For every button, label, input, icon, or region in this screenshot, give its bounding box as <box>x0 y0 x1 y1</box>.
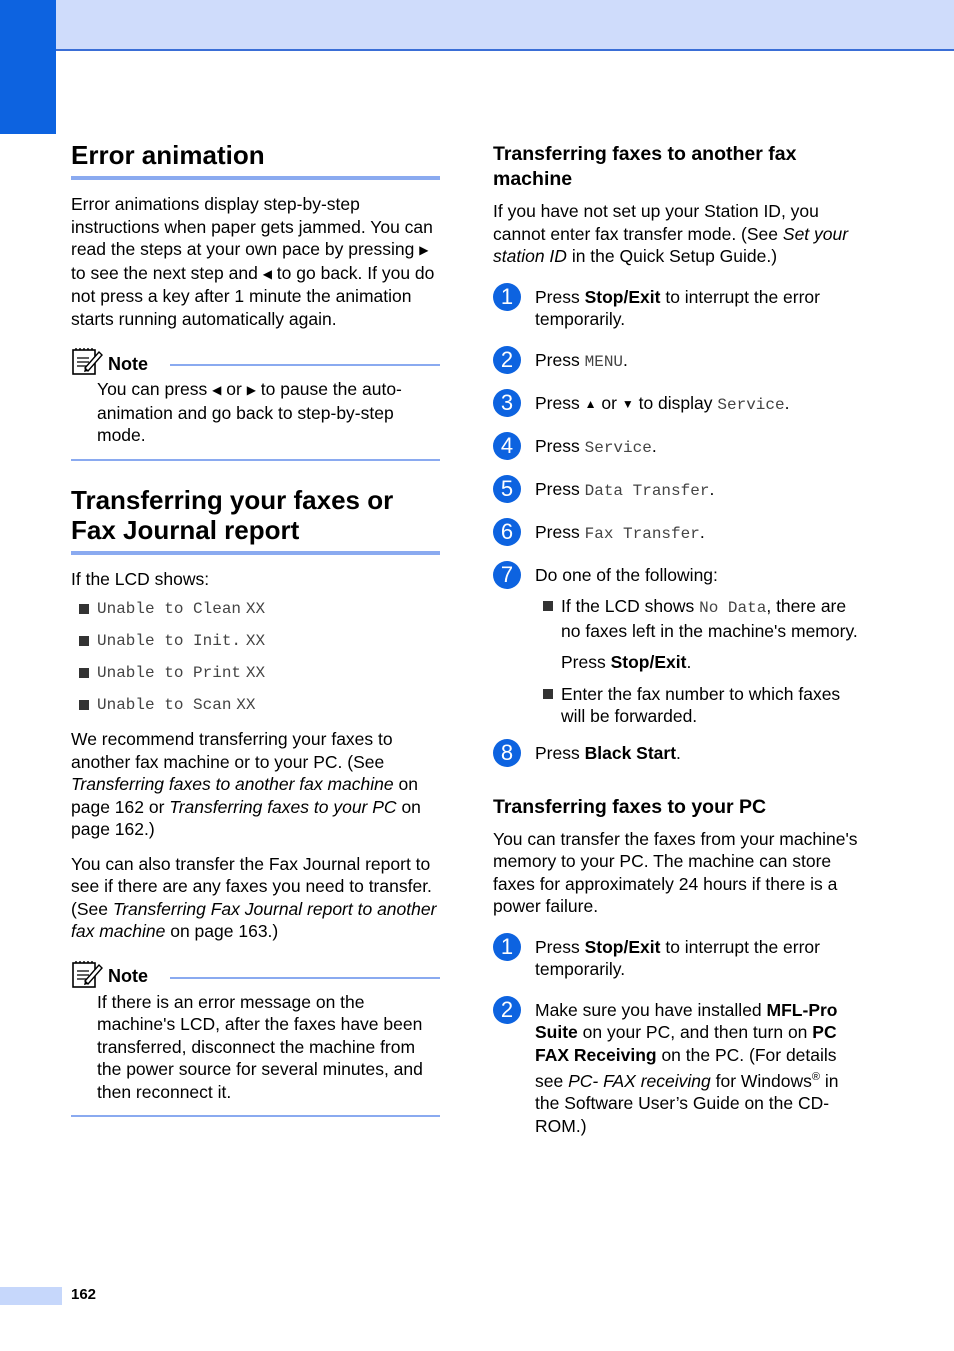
bullet-icon <box>543 689 553 699</box>
step-number-icon: 2 <box>493 346 521 374</box>
step-item: 7 Do one of the following: If the LCD shows No Data, there are no faxes left in the machine's memory. Press Stop/Exit. Enter the fax number to which faxes will be forwarded. <box>493 564 865 728</box>
page-number-bar <box>0 1287 62 1305</box>
fax-steps <box>493 283 865 767</box>
list-item: Unable to Clean XX <box>79 598 440 630</box>
step-number-icon: 5 <box>493 475 521 503</box>
link-pc-fax-receiving[interactable]: PC- FAX receiving <box>568 1070 711 1091</box>
heading-transfer-pc: Transferring faxes to your PC <box>493 795 767 818</box>
bullet-icon <box>79 700 89 710</box>
down-arrow-icon: ▼ <box>621 396 634 411</box>
error-paragraph: Error animations display step-by-step instructions when paper gets jammed. You can read the steps at your own pace by pressing ▶ to see the next step and ◀ to go back. If you do not press a key after 1 minute the animation starts running automatically again. <box>71 194 435 329</box>
pc-intro: You can transfer the faxes from your machine's memory to your PC. The machine can store faxes for approximately 24 hours if there is a power failure. <box>493 828 858 916</box>
step-number-icon: 7 <box>493 561 521 589</box>
note-text: You can press ◀ or ▶ to pause the auto-animation and go back to step-by-step mode. <box>97 379 402 445</box>
link-transfer-fax[interactable]: Transferring faxes to another fax machine <box>71 774 394 794</box>
step-number-icon: 1 <box>493 933 521 961</box>
lcd-intro: If the LCD shows: <box>71 568 210 589</box>
note-box <box>71 346 440 461</box>
fax-intro: If you have not set up your Station ID, you cannot enter fax transfer mode. (See Set your station ID in the Quick Setup Guide.) <box>493 201 849 266</box>
step-item: 2 Make sure you have installed MFL-Pro Suite on your PC, and then turn on PC FAX Receiving on the PC. (For details see PC- FAX receiving for Windows® in the Software User’s Guide on the CD-ROM.) <box>493 999 865 1138</box>
note-rule <box>170 364 440 366</box>
step-item: 2 Press MENU. <box>493 349 865 374</box>
recommend-paragraph: We recommend transferring your faxes to another fax machine or to your PC. (See Transferring faxes to another fax machine on page 162 or Transferring faxes to your PC on page 162.) <box>71 729 421 839</box>
note-label: Note <box>108 966 148 987</box>
step-item: 8 Press Black Start. <box>493 742 865 767</box>
step-number-icon: 2 <box>493 996 521 1024</box>
step-item: 3 Press ▲ or ▼ to display Service. <box>493 392 865 417</box>
header-band <box>0 0 954 51</box>
link-transfer-pc[interactable]: Transferring faxes to your PC <box>169 796 397 817</box>
step-item: 4 Press Service. <box>493 435 865 460</box>
list-item: Unable to Print XX <box>79 662 440 694</box>
list-item: If the LCD shows No Data, there are no faxes left in the machine's memory. <box>543 595 865 642</box>
step-item: 6 Press Fax Transfer. <box>493 521 865 546</box>
journal-paragraph: You can also transfer the Fax Journal report to see if there are any faxes you need to transfer. (See Transferring Fax Journal report to another fax machine on page 163.) <box>71 853 437 941</box>
list-item: Unable to Scan XX <box>79 694 440 722</box>
page-number: 162 <box>71 1286 97 1303</box>
step-item: 1 Press Stop/Exit to interrupt the error temporarily. <box>493 936 865 981</box>
link-transfer-journal[interactable]: Transferring Fax Journal report to another fax machine <box>71 898 437 941</box>
pc-steps <box>493 933 865 1138</box>
heading-transfer-fax: Transferring faxes to another fax machine <box>493 143 797 190</box>
right-column <box>493 142 865 1137</box>
note-rule <box>170 977 440 979</box>
note-text: If there is an error message on the machine's LCD, after the faxes have been transferred, disconnect the machine from the power source for several minutes, and then reconnect it. <box>97 991 423 1102</box>
list-item: Enter the fax number to which faxes will be forwarded. <box>543 683 865 728</box>
lcd-message-list <box>79 598 440 722</box>
heading-error-animation: Error animation <box>71 140 440 180</box>
step-number-icon: 8 <box>493 739 521 767</box>
step-number-icon: 6 <box>493 518 521 546</box>
note-icon <box>71 346 103 376</box>
bullet-icon <box>543 601 553 611</box>
up-arrow-icon: ▲ <box>584 396 597 411</box>
note-label: Note <box>108 353 148 374</box>
step-number-icon: 3 <box>493 389 521 417</box>
left-arrow-icon: ◀ <box>212 383 222 397</box>
step-item: 5 Press Data Transfer. <box>493 478 865 503</box>
list-item: Unable to Init. XX <box>79 630 440 662</box>
note-icon <box>71 959 103 989</box>
right-arrow-icon: ▶ <box>246 383 256 397</box>
bullet-icon <box>79 668 89 678</box>
left-arrow-icon: ◀ <box>262 266 272 281</box>
step-number-icon: 1 <box>493 283 521 311</box>
right-arrow-icon: ▶ <box>419 243 429 257</box>
step-item: 1 Press Stop/Exit to interrupt the error temporarily. <box>493 286 865 331</box>
note-box <box>71 959 440 1118</box>
bullet-icon <box>79 604 89 614</box>
bullet-icon <box>79 636 89 646</box>
step-number-icon: 4 <box>493 432 521 460</box>
heading-transferring: Transferring your faxes or Fax Journal report <box>71 485 440 555</box>
link-station-id[interactable]: Set your station ID <box>493 223 849 266</box>
chapter-tab <box>0 0 56 134</box>
left-column <box>71 140 440 1117</box>
